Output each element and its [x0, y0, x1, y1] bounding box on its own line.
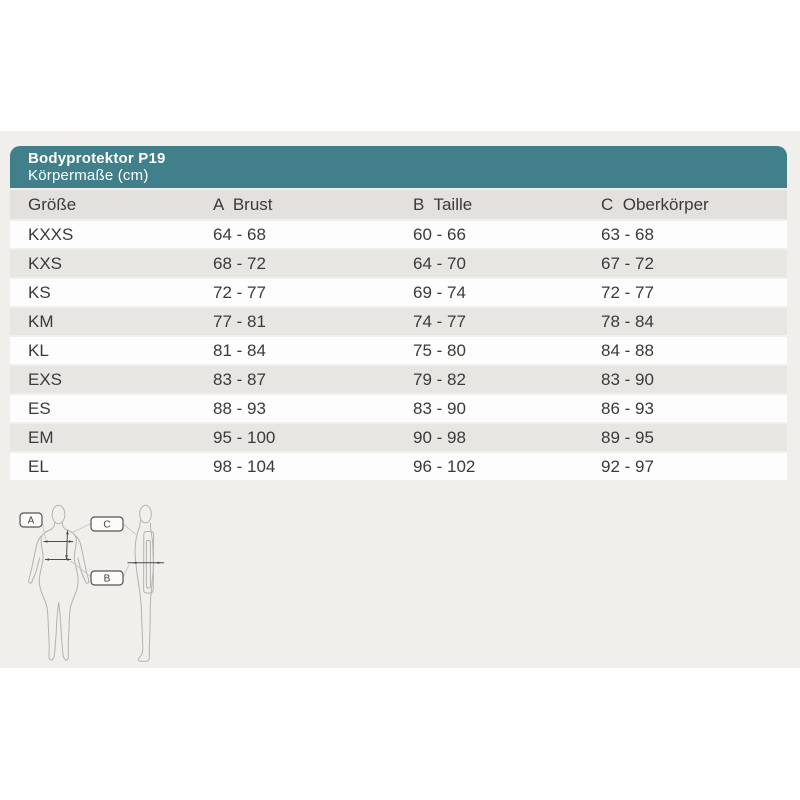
measurement-figures	[15, 503, 165, 665]
side-body-figure	[128, 505, 165, 661]
measurement-cell: 72 - 77	[601, 279, 787, 306]
column-header-1: A Brust	[213, 190, 413, 219]
size-cell: KM	[10, 308, 213, 335]
table-row	[10, 453, 787, 480]
measurement-cell: 67 - 72	[601, 250, 787, 277]
measurement-cell: 68 - 72	[213, 250, 413, 277]
measurement-cell: 78 - 84	[601, 308, 787, 335]
table-row	[10, 279, 787, 306]
column-header-3: C Oberkörper	[601, 190, 787, 219]
size-cell: KL	[10, 337, 213, 364]
label-b-text: B	[103, 573, 111, 585]
table-title-bar	[10, 146, 787, 188]
size-table	[10, 188, 787, 482]
measurement-cell: 83 - 87	[213, 366, 413, 393]
measurement-cell: 63 - 68	[601, 221, 787, 248]
label-a-text: A	[27, 515, 35, 527]
table-row	[10, 308, 787, 335]
column-header-2: B Taille	[413, 190, 601, 219]
measurement-cell: 98 - 104	[213, 453, 413, 480]
measurement-cell: 83 - 90	[601, 366, 787, 393]
size-cell: KXXS	[10, 221, 213, 248]
measurement-cell: 72 - 77	[213, 279, 413, 306]
table-header-row	[10, 190, 787, 219]
label-a	[20, 513, 42, 527]
table-row	[10, 395, 787, 422]
table-row	[10, 366, 787, 393]
size-cell: KS	[10, 279, 213, 306]
table-body	[10, 221, 787, 480]
measurement-cell: 88 - 93	[213, 395, 413, 422]
size-chart	[10, 146, 787, 482]
table-subtitle: Körpermaße (cm)	[28, 167, 149, 184]
measurement-cell: 90 - 98	[413, 424, 601, 451]
measurement-cell: 77 - 81	[213, 308, 413, 335]
size-cell: EM	[10, 424, 213, 451]
size-cell: EXS	[10, 366, 213, 393]
table-row	[10, 424, 787, 451]
size-cell: KXS	[10, 250, 213, 277]
measurement-cell: 92 - 97	[601, 453, 787, 480]
measurement-cell: 79 - 82	[413, 366, 601, 393]
measurement-cell: 60 - 66	[413, 221, 601, 248]
measurement-cell: 64 - 70	[413, 250, 601, 277]
table-row	[10, 250, 787, 277]
table-row	[10, 337, 787, 364]
measurement-cell: 64 - 68	[213, 221, 413, 248]
label-b	[91, 571, 123, 585]
size-cell: EL	[10, 453, 213, 480]
label-c-text: C	[103, 519, 111, 531]
measurement-cell: 83 - 90	[413, 395, 601, 422]
table-title: Bodyprotektor P19	[28, 150, 166, 167]
measurement-cell: 86 - 93	[601, 395, 787, 422]
label-c	[91, 517, 123, 531]
measurement-cell: 84 - 88	[601, 337, 787, 364]
measurement-cell: 89 - 95	[601, 424, 787, 451]
measurement-cell: 69 - 74	[413, 279, 601, 306]
measurement-cell: 75 - 80	[413, 337, 601, 364]
torso-measure-line	[67, 531, 68, 560]
measurement-cell: 81 - 84	[213, 337, 413, 364]
measurement-cell: 96 - 102	[413, 453, 601, 480]
table-row	[10, 221, 787, 248]
column-header-0: Größe	[10, 190, 213, 219]
measurement-cell: 74 - 77	[413, 308, 601, 335]
connector-a	[42, 522, 45, 540]
size-cell: ES	[10, 395, 213, 422]
measurement-cell: 95 - 100	[213, 424, 413, 451]
